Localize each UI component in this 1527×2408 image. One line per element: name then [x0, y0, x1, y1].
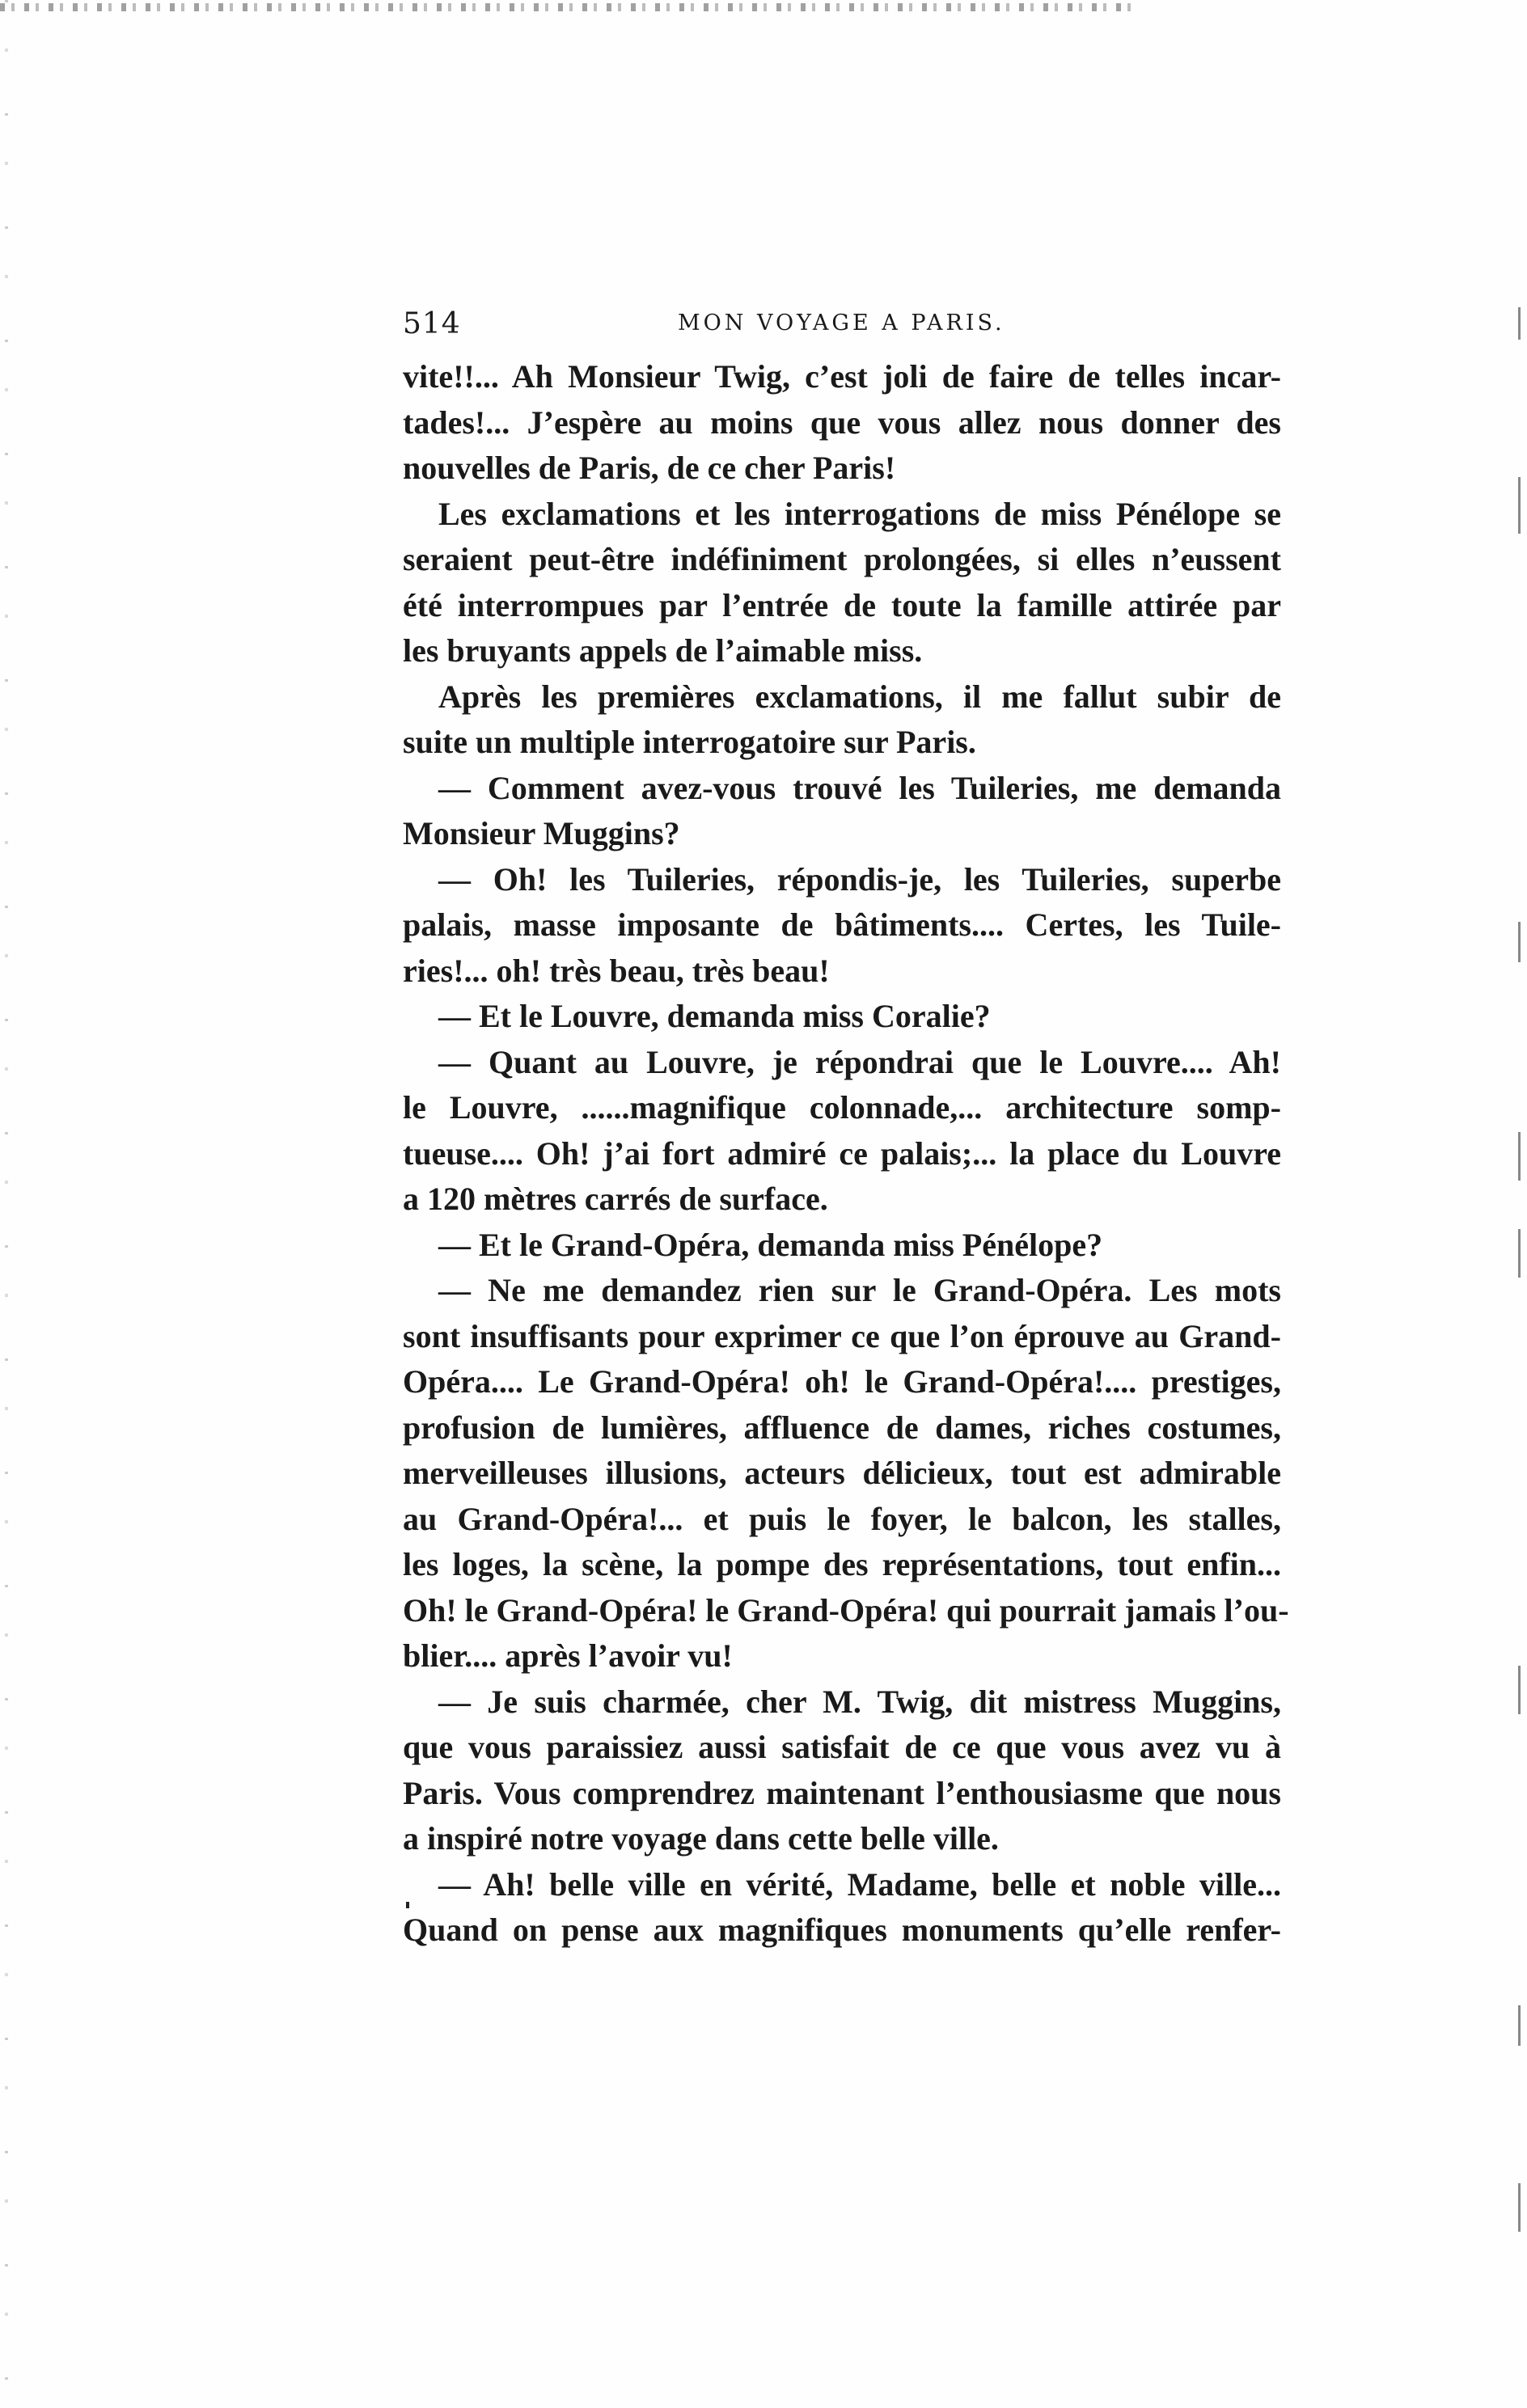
text-line: ries!... oh! très beau, très beau!: [403, 952, 830, 989]
text-line: Opéra.... Le Grand-Opéra! oh! le Grand-Opéra!.... prestiges,: [403, 1363, 1281, 1400]
text-line: a inspiré notre voyage dans cette belle ville.: [403, 1820, 999, 1857]
scan-edge-mark: [1518, 1132, 1521, 1181]
scan-edge-mark: [1518, 477, 1521, 534]
text-line: tades!... J’espère au moins que vous allez nous donner des: [403, 403, 1281, 441]
ink-mark: [406, 1902, 409, 1908]
text-line: — Ne me demandez rien sur le Grand-Opéra. Les mots: [438, 1272, 1281, 1308]
text-line: Après les premières exclamations, il me fallut subir de: [438, 678, 1281, 715]
text-line: — Et le Louvre, demanda miss Coralie?: [438, 998, 991, 1034]
text-line: nouvelles de Paris, de ce cher Paris!: [403, 450, 896, 486]
scan-top-edge: [0, 3, 1132, 11]
text-line: Monsieur Muggins?: [403, 815, 680, 851]
text-line: été interrompues par l’entrée de toute la famille attirée par: [403, 586, 1281, 623]
text-line: suite un multiple interrogatoire sur Paris.: [403, 724, 976, 760]
text-line: profusion de lumières, affluence de dames, riches costumes,: [403, 1409, 1281, 1446]
text-line: sont insuffisants pour exprimer ce que l’on éprouve au Grand-: [403, 1317, 1281, 1354]
text-line: le Louvre, ......magnifique colonnade,... architecture somp-: [403, 1089, 1281, 1126]
page-number: 514: [403, 307, 461, 340]
text-line: vite!!... Ah Monsieur Twig, c’est joli de faire de telles incar-: [403, 358, 1281, 395]
text-line: — Oh! les Tuileries, répondis-je, les Tuileries, superbe: [438, 860, 1281, 898]
scan-edge-mark: [1518, 2005, 1521, 2046]
text-line: — Quant au Louvre, je répondrai que le Louvre.... Ah!: [438, 1043, 1281, 1080]
scan-edge-mark: [1518, 307, 1521, 340]
text-line: blier.... après l’avoir vu!: [403, 1637, 733, 1674]
text-line: — Et le Grand-Opéra, demanda miss Pénélope?: [438, 1226, 1103, 1263]
running-title: MON VOYAGE A PARIS.: [678, 311, 1005, 336]
text-line: les loges, la scène, la pompe des représentations, tout enfin...: [403, 1546, 1281, 1582]
text-line: merveilleuses illusions, acteurs délicieux, tout est admirable: [403, 1455, 1281, 1491]
text-line: seraient peut-être indéfiniment prolongées, si elles n’eussent: [403, 541, 1281, 577]
text-line: — Ah! belle ville en vérité, Madame, belle et noble ville...: [438, 1865, 1281, 1903]
text-line: palais, masse imposante de bâtiments.... Certes, les Tuile-: [403, 906, 1281, 943]
text-line: Paris. Vous comprendrez maintenant l’enthousiasme que nous: [403, 1774, 1281, 1811]
body-text: [403, 354, 1289, 1954]
scan-edge-mark: [1518, 1666, 1521, 1714]
text-line: — Comment avez-vous trouvé les Tuileries, me demanda: [438, 769, 1281, 806]
scan-left-edge: [5, 0, 8, 2408]
scan-edge-mark: [1518, 2183, 1521, 2232]
text-line: Les exclamations et les interrogations de miss Pénélope se: [438, 495, 1281, 532]
scan-edge-mark: [1518, 922, 1521, 962]
text-line: Quand on pense aux magnifiques monuments qu’elle renfer-: [403, 1912, 1281, 1948]
text-line: a 120 mètres carrés de surface.: [403, 1181, 828, 1217]
text-line: que vous paraissiez aussi satisfait de ce que vous avez vu à: [403, 1729, 1281, 1765]
text-line: tueuse.... Oh! j’ai fort admiré ce palais;... la place du Louvre: [403, 1134, 1281, 1172]
page-header: [403, 307, 1292, 356]
scan-edge-mark: [1518, 1229, 1521, 1278]
text-line: les bruyants appels de l’aimable miss.: [403, 632, 923, 669]
text-line: au Grand-Opéra!... et puis le foyer, le balcon, les stalles,: [403, 1500, 1281, 1537]
text-line: — Je suis charmée, cher M. Twig, dit mistress Muggins,: [438, 1683, 1281, 1720]
text-line: Oh! le Grand-Opéra! le Grand-Opéra! qui pourrait jamais l’ou-: [403, 1591, 1289, 1629]
